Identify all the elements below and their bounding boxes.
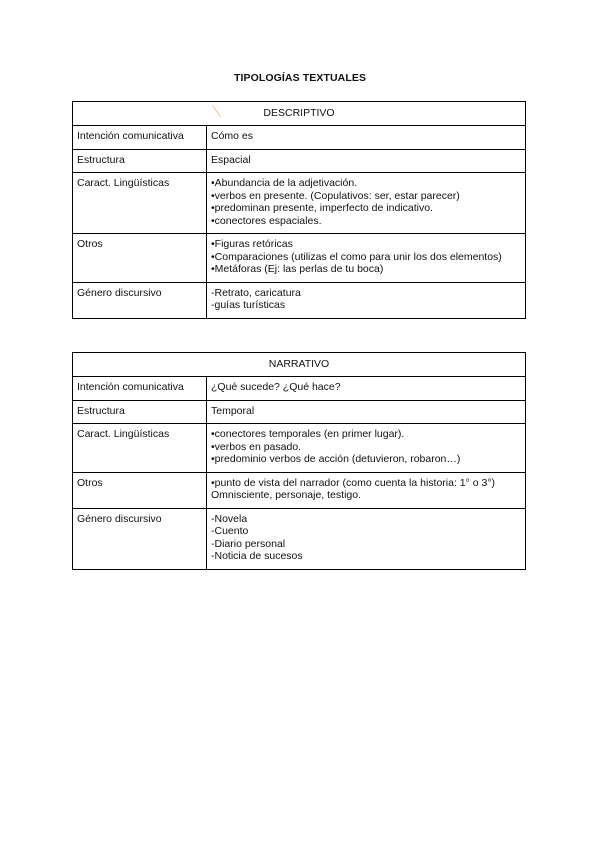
row-label: Género discursivo — [73, 508, 207, 569]
table-row — [73, 173, 526, 234]
table-header-row — [73, 353, 526, 377]
content-line: •Figuras retóricas — [211, 238, 293, 250]
table-row — [73, 508, 526, 569]
content-line: Espacial — [211, 153, 251, 166]
row-label: Intención comunicativa — [73, 377, 207, 401]
decorative-tick-mark — [212, 105, 221, 117]
content-line: •verbos en presente. (Copulativos: ser, estar parecer) — [211, 189, 460, 202]
content-line: •punto de vista del narrador (como cuenta la historia: 1° o 3°) — [211, 476, 496, 489]
table-header-label: DESCRIPTIVO — [263, 107, 335, 119]
table-row — [73, 149, 526, 173]
table-row — [73, 234, 526, 283]
content-line: -guías turísticas — [211, 299, 286, 311]
narrativo-table — [72, 352, 526, 570]
content-line: ¿Qué sucede? ¿Qué hace? — [211, 381, 341, 393]
content-line: -Cuento — [211, 525, 249, 537]
row-label: Intención comunicativa — [73, 126, 207, 150]
content-line: Omnisciente, personaje, testigo. — [211, 489, 361, 501]
content-line: •conectores temporales (en primer lugar). — [211, 428, 405, 440]
content-line: •Metáforas (Ej: las perlas de tu boca) — [211, 263, 384, 275]
table-row — [73, 472, 526, 508]
row-content — [207, 282, 526, 318]
content-line: -Novela — [211, 512, 248, 525]
content-line: •verbos en pasado. — [211, 440, 302, 453]
content-line: •Abundancia de la adjetivación. — [211, 177, 358, 189]
row-content — [207, 472, 526, 508]
row-content — [207, 126, 526, 150]
content-line: -Noticia de sucesos — [211, 550, 303, 562]
row-label: Otros — [73, 472, 207, 508]
table-header-narrativo — [73, 353, 526, 377]
content-line: -Diario personal — [211, 537, 286, 550]
content-line: Cómo es — [211, 130, 254, 142]
row-content — [207, 234, 526, 283]
table-row — [73, 424, 526, 473]
content-line: •Comparaciones (utilizas el como para unir los dos elementos) — [211, 250, 502, 263]
content-line: •predominan presente, imperfecto de indicativo. — [211, 202, 433, 214]
table-row — [73, 126, 526, 150]
row-label: Estructura — [73, 400, 207, 424]
table-row — [73, 377, 526, 401]
content-line: •predominio verbos de acción (detuvieron, robaron…) — [211, 453, 461, 465]
row-label: Estructura — [73, 149, 207, 173]
table-row — [73, 400, 526, 424]
page-title: TIPOLOGÍAS TEXTUALES — [233, 72, 367, 84]
row-label: Caract. Lingüísticas — [73, 424, 207, 473]
row-label: Otros — [73, 234, 207, 283]
row-content — [207, 149, 526, 173]
table-row — [73, 282, 526, 318]
table-header-row — [73, 102, 526, 126]
content-line: -Retrato, caricatura — [211, 286, 301, 299]
row-content — [207, 508, 526, 569]
descriptivo-table — [72, 101, 526, 319]
row-label: Caract. Lingüísticas — [73, 173, 207, 234]
table-header-label: NARRATIVO — [268, 358, 330, 370]
content-line: Temporal — [211, 404, 255, 417]
row-content — [207, 400, 526, 424]
table-header-descriptivo — [73, 102, 526, 126]
row-label: Género discursivo — [73, 282, 207, 318]
row-content — [207, 377, 526, 401]
content-line: •conectores espaciales. — [211, 214, 322, 227]
row-content — [207, 424, 526, 473]
row-content — [207, 173, 526, 234]
